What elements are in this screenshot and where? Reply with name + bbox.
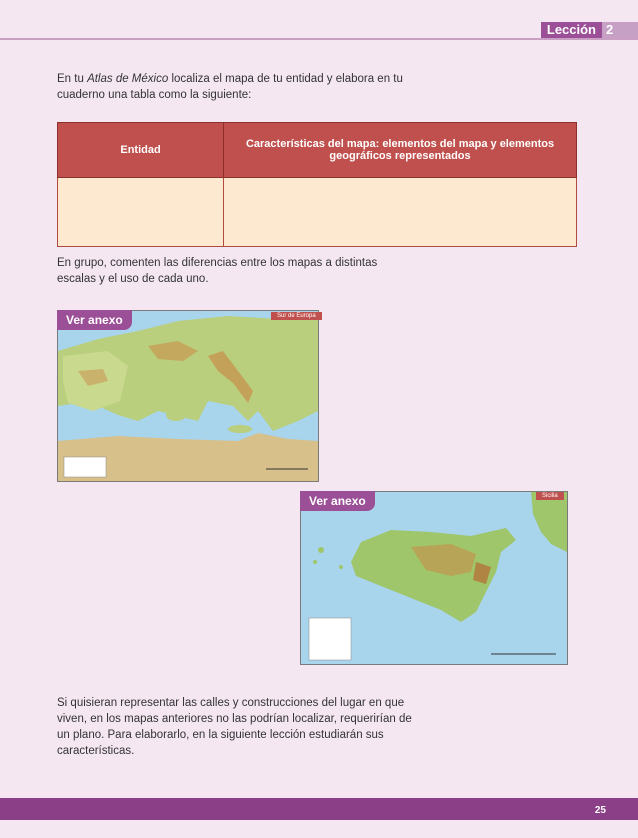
table-cell-entity <box>58 178 224 247</box>
lesson-badge <box>541 22 638 38</box>
lesson-number: 2 <box>602 22 638 38</box>
group-paragraph: En grupo, comenten las diferencias entre los mapas a distintas escalas y el uso de cada uno. <box>57 257 378 285</box>
intro-suffix: localiza el mapa de tu entidad y elabora en tu cuaderno una tabla como la siguiente: <box>57 73 403 101</box>
closing-paragraph: Si quisieran representar las calles y construcciones del lugar en que viven, en los mapas anteriores no las podrían localizar, requerirían de un plano. Para elaborarlo, en la siguiente lección estudiarán sus características. <box>57 697 412 757</box>
europe-map <box>57 310 319 482</box>
table-row <box>58 178 577 247</box>
bottom-bar <box>0 798 638 820</box>
sicily-map-image <box>301 492 567 664</box>
characteristics-table <box>57 122 577 247</box>
top-bar <box>0 0 638 40</box>
header-characteristics: Características del mapa: elementos del mapa y elementos geográficos representados <box>224 123 577 178</box>
atlas-title: Atlas de México <box>87 73 169 85</box>
table-cell-characteristics <box>224 178 577 247</box>
map2-region-tag: Sicilia <box>536 492 564 500</box>
lesson-word: Lección <box>541 22 602 38</box>
intro-prefix: En tu <box>57 73 88 85</box>
europe-map-image <box>58 311 318 481</box>
annex-button-1[interactable]: Ver anexo <box>57 310 132 330</box>
annex-button-2[interactable]: Ver anexo <box>300 491 375 511</box>
map1-region-tag: Sur de Europa <box>271 312 322 320</box>
intro-paragraph <box>57 71 417 103</box>
top-rule <box>0 38 638 40</box>
sicily-map <box>300 491 568 665</box>
page-number: 25 <box>594 805 606 816</box>
table-header-row <box>58 123 577 178</box>
header-entity: Entidad <box>58 123 224 178</box>
